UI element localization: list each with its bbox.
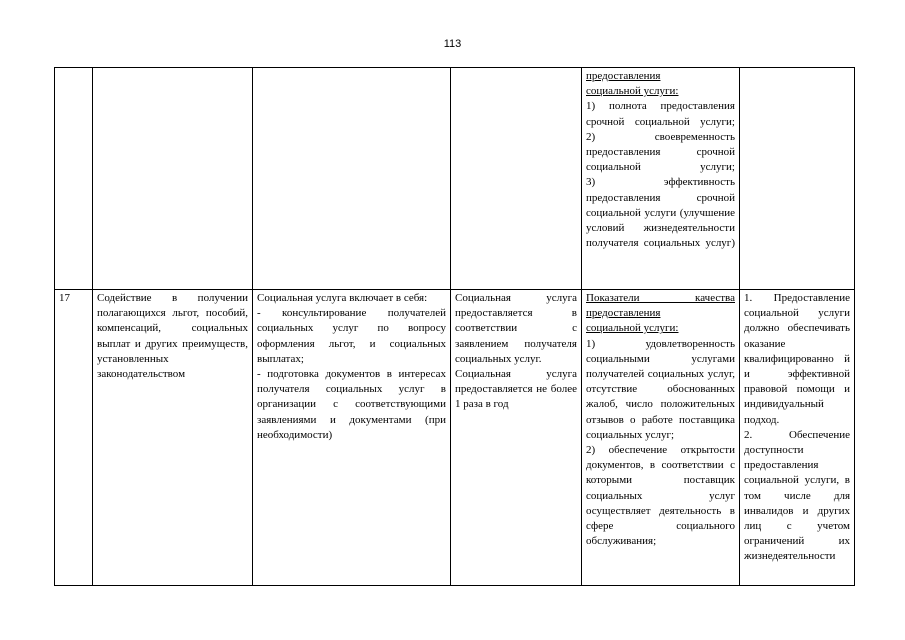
terms-line: Социальная услуга предоставляется в соответствии с заявлением получателя социальных услуг. [455, 292, 577, 365]
cell-service-name [93, 290, 253, 586]
table-row-continued [55, 68, 855, 290]
cell-name-empty [93, 68, 253, 290]
page-number: 113 [443, 38, 462, 50]
condition-item: 1. Предоставление социальной услуги должно обеспечивать оказание квалифицированно й и эффективной правовой помощи и индивидуальный подход. [744, 292, 850, 426]
cell-num-empty [55, 68, 93, 290]
cell-conditions-empty [740, 68, 855, 290]
cell-description-empty [253, 68, 451, 290]
cell-quality-indicators-continued [582, 68, 740, 290]
description-line: Социальная услуга включает в себя: [257, 292, 428, 304]
cell-terms-empty [451, 68, 582, 290]
cell-num: 17 [55, 290, 93, 586]
indicator-item: 1) удовлетворенность социальными услугами получателей социальных услуг, отсутствие обоснованных жалоб, число положительных отзывов о работе поставщика социальных услуг; [586, 337, 735, 441]
cell-description [253, 290, 451, 586]
indicator-heading-line: социальной услуги: [586, 322, 679, 335]
indicator-heading-line: Показатели качества [586, 292, 735, 304]
indicator-item: 2) своевременность предоставления срочной социальной услуги; [586, 130, 735, 174]
indicator-heading-line: предоставления [586, 307, 661, 320]
description-line: - подготовка документов в интересах получателя социальных услуг в организации с соответствующими заявлениями и документами (при необходимости) [257, 368, 446, 441]
indicator-item: 3) эффективность предоставления срочной социальной услуги (улучшение условий жизнедеятельности получателя социальных услуг) [586, 176, 735, 250]
cell-terms [451, 290, 582, 586]
cell-quality-indicators [582, 290, 740, 586]
cell-conditions [740, 290, 855, 586]
services-table [54, 67, 855, 586]
indicator-item: 1) полнота предоставления срочной социальной услуги; [586, 100, 735, 128]
description-line: - консультирование получателей социальных услуг по вопросу оформления льгот, и социальных выплатах; [257, 307, 446, 365]
indicator-heading-line: социальной услуги: [586, 85, 679, 98]
condition-item: 2. Обеспечение доступности предоставления социальной услуги, в том числе для инвалидов и других лиц с учетом ограничений их жизнедеятельности [744, 428, 850, 563]
service-name: Содействие в получении полагающихся льгот, пособий, компенсаций, социальных выплат и других преимуществ, установленных законодательством [97, 292, 248, 381]
terms-line: Социальная услуга предоставляется не более 1 раза в год [455, 368, 577, 411]
indicator-item: 2) обеспечение открытости документов, в соответствии с которыми поставщик социальных услуг осуществляет деятельность в сфере социального обслуживания; [586, 444, 735, 548]
table-row-17 [55, 290, 855, 586]
indicator-heading-line: предоставления [586, 70, 661, 82]
